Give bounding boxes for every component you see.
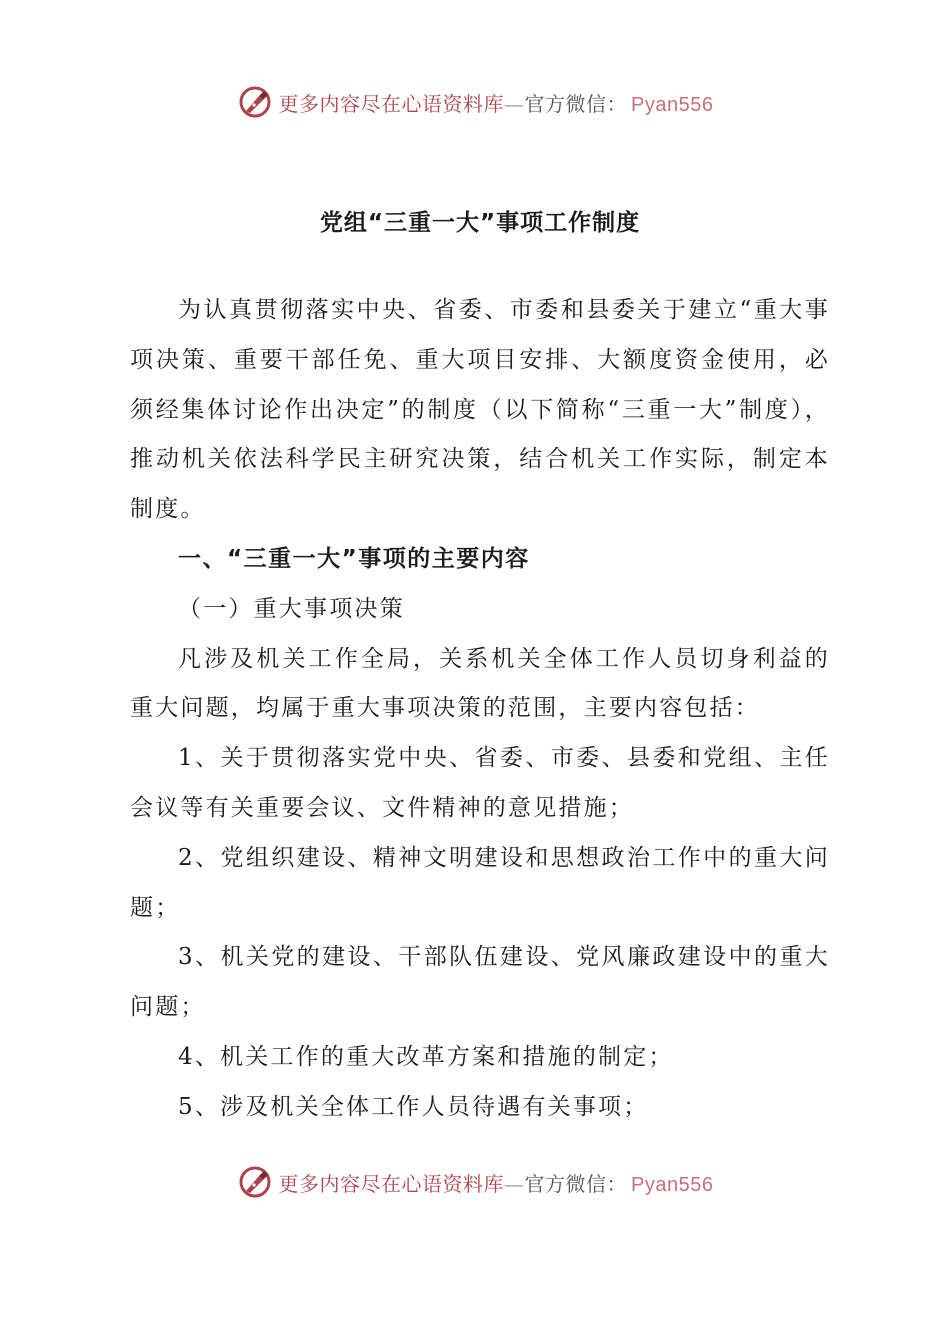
- watermark-brand: 更多内容尽在心语资料库: [278, 1171, 505, 1196]
- subsection-heading: （一）重大事项决策: [178, 595, 405, 622]
- intro-paragraph: 为认真贯彻落实中央、省委、市委和县委关于建立“重大事项决策、重要干部任免、重大项目安排、大额度资金使用，必须经集体讨论作出决定”的制度（以下简称“三重一大”制度），推动机关依法科学民主研究决策，结合机关工作实际，制定本制度。: [130, 297, 830, 523]
- watermark-official-label: 官方微信：: [524, 1171, 628, 1196]
- list-item: 3、机关党的建设、干部队伍建设、党风廉政建设中的重大问题；: [130, 944, 830, 1021]
- list-item: 1、关于贯彻落实党中央、省委、市委、县委和党组、主任会议等有关重要会议、文件精神的意见措施；: [130, 745, 830, 821]
- watermark-dash: —: [504, 91, 525, 116]
- header-watermark: [0, 82, 950, 122]
- watermark-text: [279, 88, 714, 117]
- pen-nib-icon: [237, 1164, 273, 1200]
- list-item: 2、党组织建设、精神文明建设和思想政治工作中的重大问题；: [130, 844, 830, 921]
- document-title: 党组“三重一大”事项工作制度: [319, 210, 641, 236]
- footer-watermark: [0, 1162, 950, 1202]
- document-body: [130, 200, 830, 1133]
- watermark-group: [237, 1164, 714, 1200]
- watermark-wechat-id: Pyan556: [631, 1173, 714, 1196]
- subsection-paragraph: 凡涉及机关工作全局，关系机关全体工作人员切身利益的重大问题，均属于重大事项决策的范围，主要内容包括：: [130, 645, 830, 722]
- watermark-official-label: 官方微信：: [524, 91, 628, 116]
- list-item: 5、涉及机关全体工作人员待遇有关事项；: [178, 1093, 649, 1120]
- watermark-group: [237, 84, 714, 120]
- watermark-text: [279, 1168, 714, 1197]
- list-item: 4、机关工作的重大改革方案和措施的制定；: [178, 1043, 674, 1070]
- section-heading: 一、“三重一大”事项的主要内容: [178, 545, 530, 572]
- pen-nib-icon: [237, 84, 273, 120]
- watermark-dash: —: [504, 1171, 525, 1196]
- watermark-brand: 更多内容尽在心语资料库: [278, 91, 505, 116]
- watermark-wechat-id: Pyan556: [631, 93, 714, 116]
